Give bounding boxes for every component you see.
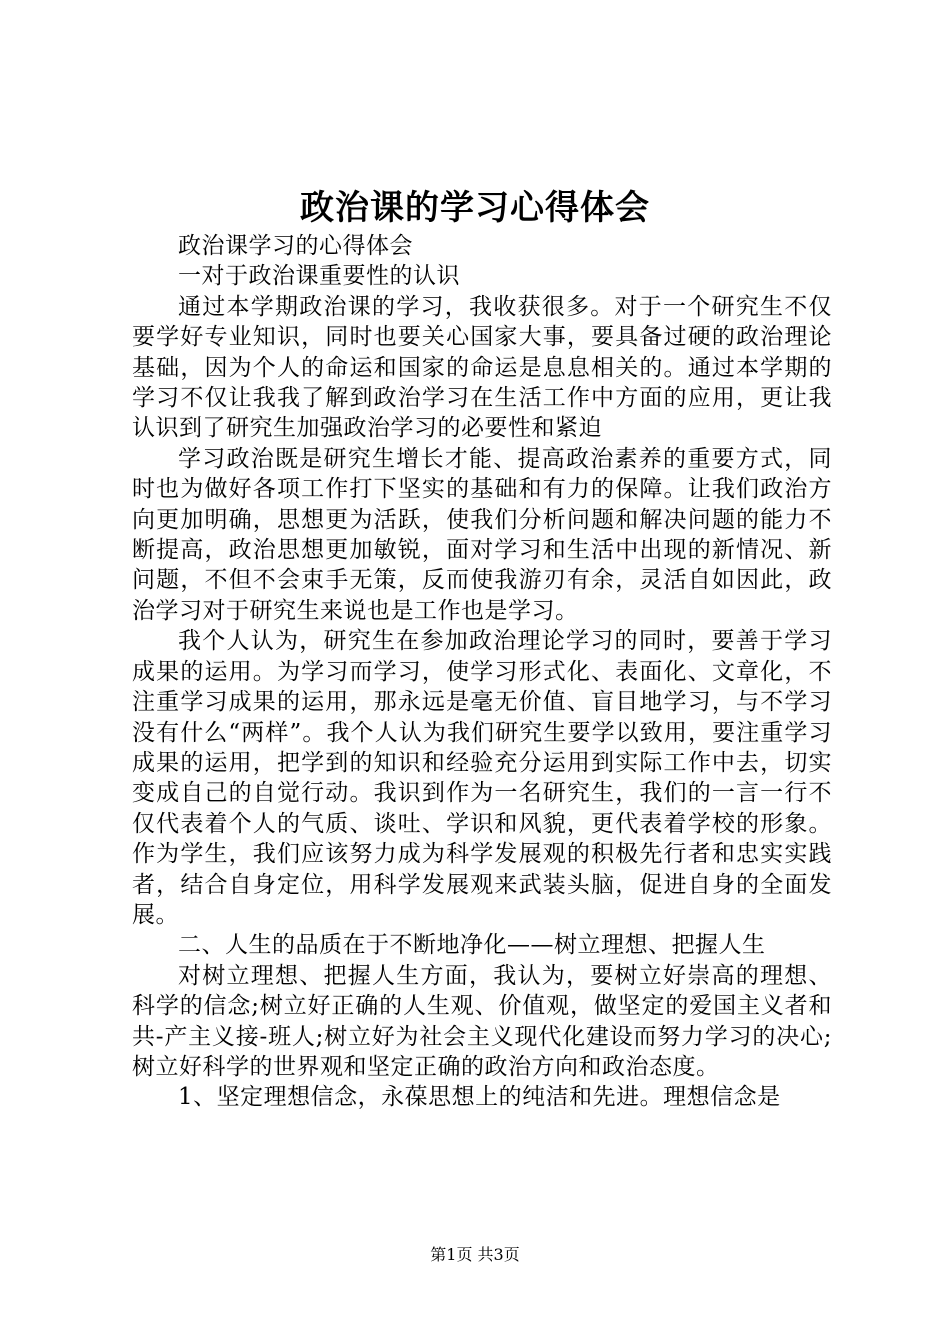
- paragraph-section-heading-2: 二、人生的品质在于不断地净化——树立理想、把握人生: [178, 932, 766, 959]
- document-title: 政治课的学习心得体会: [300, 188, 650, 228]
- paragraph-subtitle: 政治课学习的心得体会: [178, 233, 413, 259]
- paragraph-text: 1、坚定理想信念，永葆思想上的纯洁和先进。理想信念是: [178, 1084, 781, 1111]
- paragraph-text: 通过本学期政治课的学习，我收获很多。对于一个研究生不仅要学好专业知识，同时也要关心国家大事，要具备过硬的政治理论基础，因为个人的命运和国家的命运是息息相关的。通过本学期的学习不仅让我我了解到政治学习在生活工作中方面的应用，更让我认识到了研究生加强政治学习的必要性和紧迫: [132, 293, 832, 442]
- page-footer: 第1页 共3页: [430, 1245, 520, 1264]
- document-body: [132, 231, 832, 1113]
- paragraph-section-heading-1: 一对于政治课重要性的认识: [178, 263, 460, 290]
- paragraph-text: 学习政治既是研究生增长才能、提高政治素养的重要方式，同时也为做好各项工作打下坚实的基础和有力的保障。让我们政治方向更加明确，思想更为活跃，使我们分析问题和解决问题的能力不断提高，政治思想更加敏锐，面对学习和生活中出现的新情况、新问题，不但不会束手无策，反而使我游刃有余，灵活自如因此，政治学习对于研究生来说也是工作也是学习。: [132, 445, 832, 624]
- paragraph-text: 对树立理想、把握人生方面，我认为，要树立好崇高的理想、科学的信念;树立好正确的人生观、价值观，做坚定的爱国主义者和共-产主义接-班人;树立好为社会主义现代化建设而努力学习的决心;树立好科学的世界观和坚定正确的政治方向和政治态度。: [132, 962, 832, 1080]
- paragraph-text: 我个人认为，研究生在参加政治理论学习的同时，要善于学习成果的运用。为学习而学习，使学习形式化、表面化、文章化，不注重学习成果的运用，那永远是毫无价值、盲目地学习，与不学习没有什么“两样”。我个人认为我们研究生要学以致用，要注重学习成果的运用，把学到的知识和经验充分运用到实际工作中去，切实变成自己的自觉行动。我识到作为一名研究生，我们的一言一行不仅代表着个人的气质、谈吐、学识和风貌，更代表着学校的形象。作为学生，我们应该努力成为科学发展观的积极先行者和忠实实践者，结合自身定位，用科学发展观来武装头脑，促进自身的全面发展。: [132, 628, 832, 928]
